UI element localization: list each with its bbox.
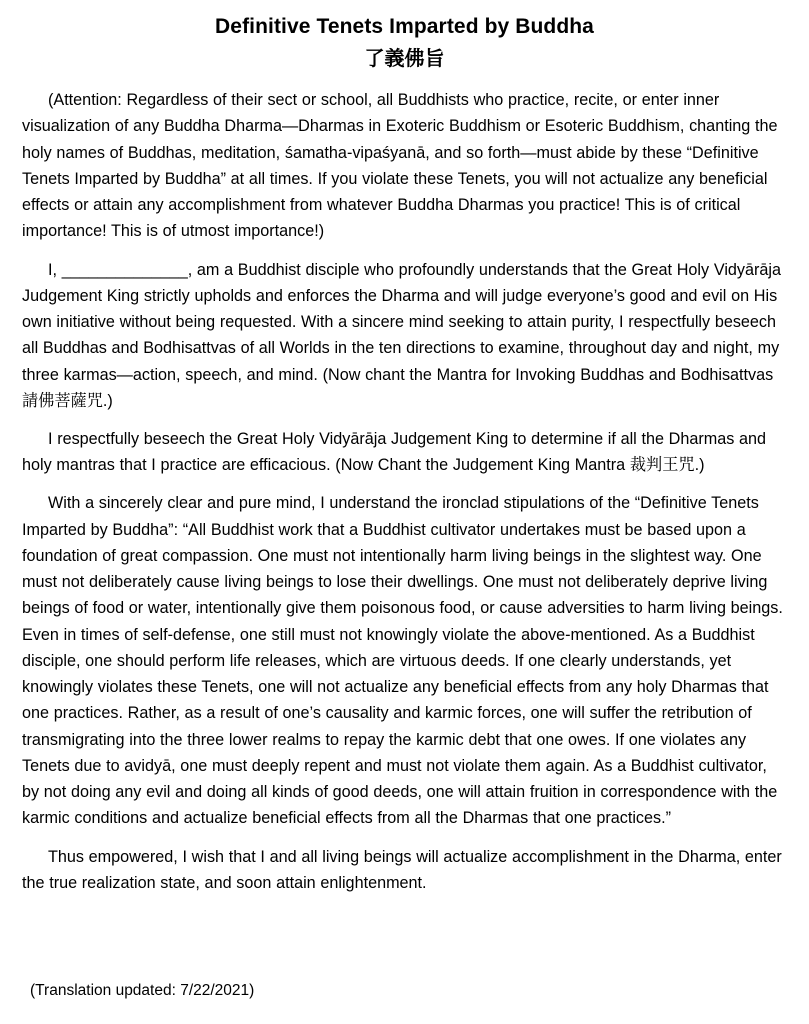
paragraph-beseech: I respectfully beseech the Great Holy Vidyārāja Judgement King to determine if all the Dharmas and holy mantras that I practice are efficacious. (Now Chant the Judgement King Mantra 裁判王咒.) bbox=[22, 430, 767, 475]
paragraph-dedication: Thus empowered, I wish that I and all living beings will actualize accomplishment in the Dharma, enter the true realization state, and soon attain enlightenment. bbox=[22, 847, 782, 892]
bottom-spacer bbox=[22, 896, 787, 936]
paragraph-declaration: I, ______________, am a Buddhist disciple who profoundly understands that the Great Holy Vidyārāja Judgement King strictly upholds and enforces the Dharma and will judge everyone’s good and evil on His own initiative without being requested. With a sincere mind seeking to attain purity, I respectfully beseech all Buddhas and Bodhisattvas of all Worlds in the ten directions to examine, throughout day and night, my three karmas—action, speech, and mind. (Now chant the Mantra for Invoking Buddhas and Bodhisattvas 請佛菩薩咒.) bbox=[22, 260, 782, 410]
page-title: Definitive Tenets Imparted by Buddha bbox=[215, 15, 594, 38]
translation-updated-note: (Translation updated: 7/22/2021) bbox=[30, 981, 255, 999]
paragraph-attention: (Attention: Regardless of their sect or school, all Buddhists who practice, recite, or enter inner visualization of any Buddha Dharma—Dharmas in Exoteric Buddhism or Esoteric Buddhism, chanting the holy names of Buddhas, meditation, śamatha-vipaśyanā, and so forth—must abide by these “Definitive Tenets Imparted by Buddha” at all times. If you violate these Tenets, you will not actualize any beneficial effects or attain any accomplishment from whatever Buddha Dharmas you practice! This is of critical importance! This is of utmost importance!) bbox=[22, 91, 778, 241]
page-subtitle: 了義佛旨 bbox=[364, 48, 445, 71]
paragraph-stipulations: With a sincerely clear and pure mind, I understand the ironclad stipulations of the “Definitive Tenets Imparted by Buddha”: “All Buddhist work that a Buddhist cultivator undertakes must be based upon a foundation of great compassion. One must not intentionally harm living beings in the slightest way. One must not deliberately cause living beings to lose their dwellings. One must not deliberately deprive living beings of food or water, intentionally give them poisonous food, or cause adversities to harm living beings. Even in times of self-defense, one still must not knowingly violate the above-mentioned. As a Buddhist disciple, one should perform life releases, which are virtuous deeds. If one clearly understands, yet knowingly violates these Tenets, one will not actualize any beneficial effects from any holy Dharmas that one practices. Rather, as a result of one’s causality and karmic forces, one will suffer the retribution of transmigrating into the three lower realms to repay the karmic debt that one owes. If one violates any Tenets due to avidyā, one must deeply repent and must not violate them again. As a Buddhist cultivator, by not doing any evil and doing all kinds of good deeds, one will attain fruition in correspondence with the karmic conditions and actualize beneficial effects from all the Dharmas that one practices.” bbox=[22, 494, 783, 828]
